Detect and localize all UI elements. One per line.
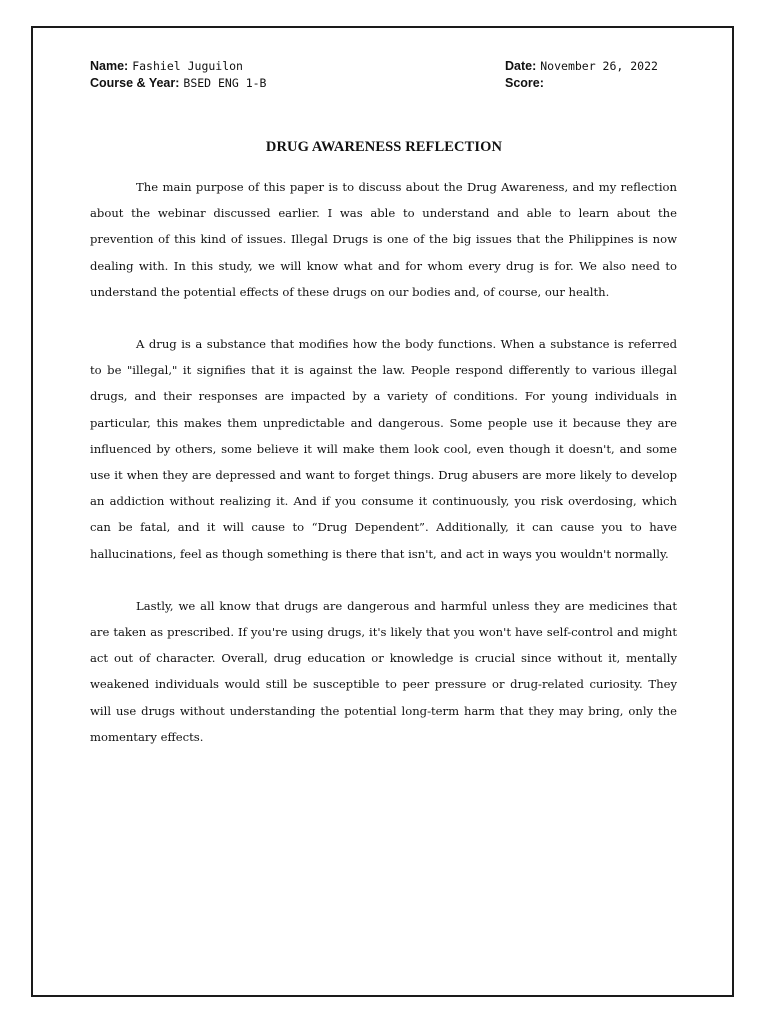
name-label: Name: — [90, 59, 129, 73]
course-field — [90, 75, 266, 90]
date-field — [505, 57, 658, 75]
paragraph: A drug is a substance that modifies how the body functions. When a substance is referred to be "illegal," it signifies that it is against the law. People respond differently to various illegal drugs, and their responses are impacted by a variety of conditions. For young individuals in particular, this makes them unpredictable and dangerous. Some people use it because they are influenced by others, some believe it will make them look cool, even though it doesn't, and some use it when they are depressed and want to forget things. Drug abusers are more likely to develop an addiction without realizing it. And if you consume it continuously, you risk overdosing, which can be fatal, and it will cause to “Drug Dependent”. Additionally, it can cause you to have hallucinations, feel as though something is there that isn't, and act in ways you wouldn't normally. — [90, 337, 677, 561]
course-label: Course & Year: — [90, 76, 180, 90]
course-value: BSED ENG 1-B — [183, 76, 267, 90]
score-field — [505, 74, 544, 92]
date-value: November 26, 2022 — [540, 59, 658, 73]
header-row-1 — [90, 57, 680, 74]
name-value: Fashiel Juguilon — [132, 59, 243, 73]
score-label: Score: — [505, 76, 544, 90]
document-body — [90, 174, 677, 776]
date-label: Date: — [505, 59, 537, 73]
document-header — [90, 57, 680, 91]
document-title: DRUG AWARENESS REFLECTION — [265, 139, 503, 155]
name-field — [90, 58, 243, 73]
header-row-2 — [90, 74, 680, 91]
paragraph: Lastly, we all know that drugs are dangerous and harmful unless they are medicines that are taken as prescribed. If you're using drugs, it's likely that you won't have self-control and might act out of character. Overall, drug education or knowledge is crucial since without it, mentally weakened individuals would still be susceptible to peer pressure or drug-related curiosity. They will use drugs without understanding the potential long-term harm that they may bring, only the momentary effects. — [90, 598, 677, 744]
paragraph: The main purpose of this paper is to discuss about the Drug Awareness, and my reflection about the webinar discussed earlier. I was able to understand and able to learn about the prevention of this kind of issues. Illegal Drugs is one of the big issues that the Philippines is now dealing with. In this study, we will know what and for whom every drug is for. We also need to understand the potential effects of these drugs on our bodies and, of course, our health. — [90, 180, 677, 299]
